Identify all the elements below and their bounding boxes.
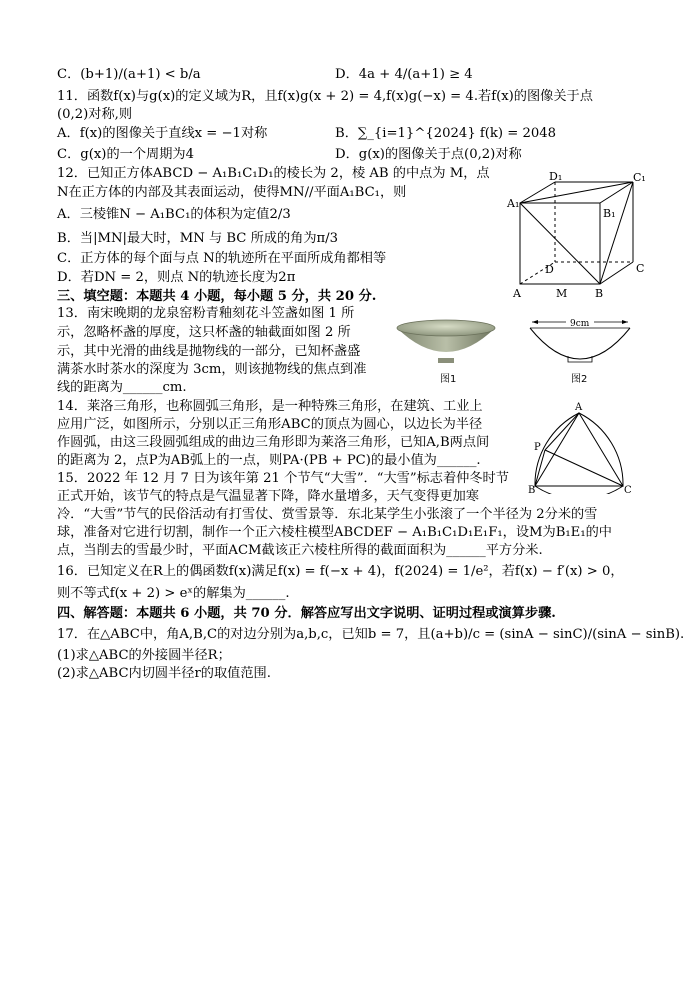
q12-stem-line2: N在正方体的内部及其表面运动，使得MN//平面A₁BC₁，则	[57, 185, 407, 200]
label-b1: B₁	[603, 207, 616, 220]
q11-option-d: D．g(x)的图像关于点(0,2)对称	[335, 147, 522, 162]
q17-part2: (2)求△ABC内切圆半径r的取值范围.	[57, 666, 271, 681]
q11-stem-line1: 11．函数f(x)与g(x)的定义域为R，且f(x)g(x + 2) = 4,f(x)g(−x) = 4.若f(x)的图像关于点	[57, 89, 593, 104]
section3-heading: 三、填空题：本题共 4 小题，每小题 5 分，共 20 分.	[57, 289, 377, 304]
q13-line5: 线的距离为______cm.	[57, 380, 187, 395]
q15-line5: 点，当削去的雪最少时，平面ACM截该正六棱柱所得的截面面积为______平方分米.	[57, 543, 543, 558]
q17-stem: 17．在△ABC中，角A,B,C的对边分别为a,b,c，已知b = 7，且(a+b)/c = (sinA − sinC)/(sinA − sinB).	[57, 627, 685, 642]
label-p: P	[534, 442, 541, 453]
q15-line3: 冷．“大雪”节气的民俗活动有打雪仗、赏雪景等．东北某学生小张滚了一个半径为 2分米的雪	[57, 507, 598, 522]
label-c1: C₁	[633, 172, 646, 184]
label-m: M	[556, 287, 568, 300]
q11-option-c: C．g(x)的一个周期为4	[57, 147, 194, 162]
q11-option-a: A．f(x)的图像关于直线x = −1对称	[57, 126, 268, 141]
width-label: 9cm	[570, 319, 590, 329]
q17-part1: (1)求△ABC的外接圆半径R；	[57, 648, 231, 663]
bowl-foot	[438, 358, 454, 363]
q15-line1: 15．2022 年 12 月 7 日为该年第 21 个节气“大雪”．“大雪”标志着仲冬时节	[57, 471, 509, 486]
q13-line2: 示，忽略杯盏的厚度，这只杯盏的轴截面如图 2 所	[57, 325, 351, 340]
bowl-cross-section	[524, 316, 636, 376]
label-b: B	[595, 287, 604, 300]
q14-line1: 14．莱洛三角形，也称圆弧三角形，是一种特殊三角形，在建筑、工业上	[57, 399, 483, 414]
q11-stem-line2: (0,2)对称,则	[57, 107, 133, 122]
figure1-caption: 图1	[440, 374, 457, 385]
segment-pc	[545, 450, 623, 486]
label-a: A	[575, 402, 583, 413]
q11-option-b: B．∑_{i=1}^{2024} f(k) = 2048	[335, 126, 557, 141]
figure2-caption: 图2	[571, 374, 588, 385]
q10-option-d: D．4a + 4/(a+1) ≥ 4	[335, 67, 473, 82]
bowl-rim	[397, 320, 495, 336]
q12-option-c: C．正方体的每个面与点 N的轨迹所在平面所成角都相等	[57, 251, 387, 266]
q16-line1: 16．已知定义在R上的偶函数f(x)满足f(x) = f(−x + 4)，f(2024) = 1/e²，若f(x) − f′(x) > 0，	[57, 564, 624, 579]
parabola-curve	[530, 328, 630, 359]
reuleaux-triangle-figure	[527, 402, 637, 494]
label-a1: A₁	[507, 197, 520, 210]
q12-option-d: D．若DN = 2，则点 N的轨迹长度为2π	[57, 270, 296, 285]
q10-option-c: C．(b+1)/(a+1) < b/a	[57, 67, 201, 82]
q12-option-b: B．当|MN|最大时，MN 与 BC 所成的角为π/3	[57, 231, 339, 246]
label-b: B	[528, 485, 536, 494]
label-a: A	[513, 287, 521, 300]
label-d1: D₁	[549, 172, 563, 183]
q13-line1: 13．南宋晚期的龙泉窑粉青釉刻花斗笠盏如图 1 所	[57, 306, 355, 321]
q14-line4: 的距离为 2，点P为AB弧上的一点，则PA·(PB + PC)的最小值为______.	[57, 453, 481, 468]
q16-line2: 则不等式f(x + 2) > eˣ的解集为______.	[57, 586, 290, 601]
q12-stem-line1: 12．已知正方体ABCD − A₁B₁C₁D₁的棱长为 2，棱 AB 的中点为 M，点	[57, 166, 490, 181]
q13-line4: 满茶水时茶水的深度为 3cm，则该抛物线的焦点到准	[57, 362, 367, 377]
q14-line3: 作圆弧，由这三段圆弧组成的曲边三角形即为莱洛三角形，已知A,B两点间	[57, 435, 490, 450]
label-d: D	[545, 263, 554, 276]
cube-figure	[505, 172, 655, 304]
q15-line4: 球，准备对它进行切割，制作一个正六棱柱模型ABCDEF − A₁B₁C₁D₁E₁F₁，设M为B₁E₁的中	[57, 525, 612, 540]
label-c: C	[636, 262, 645, 275]
q15-line2: 正式开始，该节气的特点是气温显著下降，降水量增多，天气变得更加寒	[57, 489, 479, 504]
q12-option-a: A．三棱锥N − A₁BC₁的体积为定值2/3	[57, 207, 291, 222]
q14-line2: 应用广泛，如图所示，分别以正三角形ABC的顶点为圆心，以边长为半径	[57, 417, 483, 432]
segment-pa	[545, 413, 579, 450]
label-c: C	[624, 485, 632, 494]
equilateral-triangle	[535, 413, 623, 486]
q13-line3: 示，其中光滑的曲线是抛物线的一部分，已知杯盏盛	[57, 344, 361, 359]
reuleaux-boundary	[535, 413, 623, 494]
section4-heading: 四、解答题：本题共 6 小题，共 70 分．解答应写出文字说明、证明过程或演算步骤.	[57, 606, 556, 621]
